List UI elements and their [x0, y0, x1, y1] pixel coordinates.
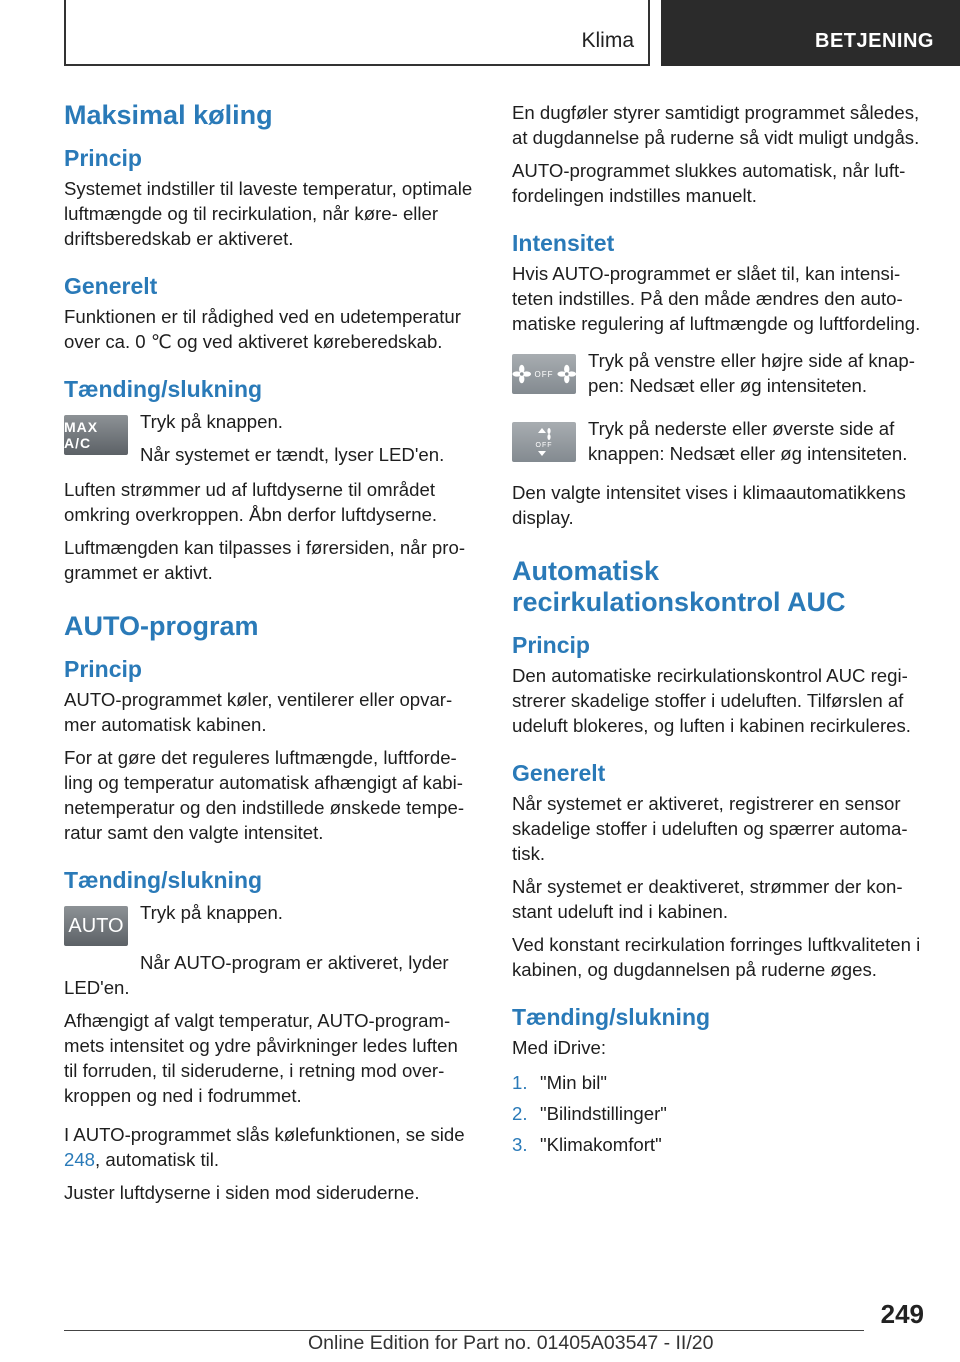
auto-instruction: [64, 900, 476, 946]
button-instruction-text: [140, 409, 444, 467]
paragraph: Afhængigt af valgt temperatur, AUTO-programmets intensitet og ydre påvirkninger ledes luften til forruden, til sideruderne, i retning mod overkroppen og ned i fodrummet.: [64, 1010, 458, 1106]
list-number: 2.: [512, 1103, 528, 1124]
footer-divider: [64, 1330, 864, 1331]
heading-auc: Automatisk recirkulationskontrol AUC: [512, 556, 846, 617]
list-text: "Klimakomfort": [540, 1134, 662, 1155]
header-chapter-title: BETJENING: [815, 30, 934, 52]
auto-led-text: Når AUTO-program er aktiveret, lyder LED'en.: [64, 952, 449, 998]
paragraph: AUTO-programmet slukkes automatisk, når luftfordelingen indstilles manuelt.: [512, 160, 906, 206]
list-item: [512, 1132, 924, 1157]
heading-auto-program: AUTO-program: [64, 611, 259, 641]
paragraph: Når systemet er aktiveret, registrerer en sensor skadelige stoffer i udeluften og spærrer automatisk.: [512, 793, 908, 864]
fan-up-icon: [535, 427, 553, 441]
paragraph: For at gøre det reguleres luftmængde, luftfordeling og temperatur automatisk afhængigt af kabinetemperatur og den indstillede ønskede temperatur samt den valgte intensitet.: [64, 747, 465, 843]
heading-intensitet: Intensitet: [512, 230, 615, 256]
max-ac-instruction: [64, 409, 476, 467]
fan-instruction: [512, 348, 924, 398]
paragraph: Ved konstant recirkulation forringes luftkvaliteten i kabinen, og dugdannelsen på ruderne øges.: [512, 934, 921, 980]
heading-maksimal-koling: Maksimal køling: [64, 100, 273, 130]
chevron-down-icon: [535, 450, 553, 458]
updown-button-icon: [512, 422, 576, 462]
text-segment: , automatisk til.: [95, 1149, 220, 1170]
paragraph: Juster luftdyserne i siden mod sideruderne.: [64, 1182, 420, 1203]
paragraph: Den valgte intensitet vises i klimaautomatikkens display.: [512, 482, 906, 528]
heading-taending-slukning: Tænding/slukning: [64, 867, 263, 893]
paragraph: En dugføler styrer samtidigt programmet således, at dugdannelse på ruderne så vidt muligt undgås.: [512, 102, 920, 148]
off-label: OFF: [535, 441, 553, 449]
paragraph: Luftmængden kan tilpasses i førersiden, når programmet er aktivt.: [64, 537, 466, 583]
fan-icon: [512, 363, 532, 385]
list-text: "Min bil": [540, 1072, 607, 1093]
off-label: OFF: [534, 369, 554, 379]
paragraph: Hvis AUTO-programmet er slået til, kan intensiteten indstilles. På den måde ændres den automatiske regulering af luftmængde og luftfordeling.: [512, 263, 921, 334]
header-section-title: Klima: [581, 29, 634, 52]
right-column: [512, 100, 924, 1157]
auto-button-icon: AUTO: [64, 906, 128, 946]
heading-princip: Princip: [64, 656, 142, 682]
heading-princip: Princip: [512, 632, 590, 658]
paragraph: AUTO-programmet køler, ventilerer eller opvarmer automatisk kabinen.: [64, 689, 453, 735]
page-number: 249: [880, 1299, 924, 1329]
paragraph: Med iDrive:: [512, 1037, 607, 1058]
button-instruction-text: [588, 416, 924, 466]
button-instruction-text: [588, 348, 924, 398]
header-chapter-box: [661, 0, 960, 66]
paragraph: Tryk på knappen.: [140, 411, 283, 432]
paragraph: [64, 1122, 476, 1172]
paragraph: Tryk på nederste eller øverste side af knappen: Nedsæt eller øg intensiteten.: [588, 418, 908, 464]
paragraph: Når systemet er tændt, lyser LED'en.: [140, 444, 445, 465]
left-column: [64, 100, 476, 1205]
heading-taending-slukning: Tænding/slukning: [64, 376, 263, 402]
list-text: "Bilindstillinger": [540, 1103, 667, 1124]
header-section-box: [64, 0, 650, 66]
paragraph: Funktionen er til rådighed ved en udetemperatur over ca. 0 ℃ og ved aktiveret køreberedskab.: [64, 306, 461, 352]
paragraph: Den automatiske recirkulationskontrol AUC registrerer skadelige stoffer i udeluften. Tilførslen af udeluft blokeres, og luften i kabinen recirkuleres.: [512, 665, 911, 736]
heading-generelt: Generelt: [512, 760, 606, 786]
list-item: [512, 1101, 924, 1126]
list-number: 1.: [512, 1072, 528, 1093]
heading-generelt: Generelt: [64, 273, 158, 299]
fan-icon: [557, 363, 577, 385]
updown-instruction: [512, 416, 924, 466]
page-link-248[interactable]: 248: [64, 1149, 96, 1170]
text-segment: I AUTO-programmet slås kølefunktionen, se side: [64, 1124, 465, 1145]
paragraph: Systemet indstiller til laveste temperatur, optimale luftmængde og til recirkulation, når køre- eller driftsberedskab er aktiveret.: [64, 178, 473, 249]
paragraph: Luften strømmer ud af luftdyserne til området omkring overkroppen. Åbn derfor luftdyserne.: [64, 479, 438, 525]
heading-princip: Princip: [64, 145, 142, 171]
button-instruction-text: [140, 900, 283, 946]
paragraph: Tryk på venstre eller højre side af knappen: Nedsæt eller øg intensiteten.: [588, 350, 915, 396]
fan-button-icon: [512, 354, 576, 394]
list-number: 3.: [512, 1134, 528, 1155]
list-item: [512, 1070, 924, 1095]
steps-list: [512, 1070, 924, 1157]
max-ac-button-icon: MAX A/C: [64, 415, 128, 455]
edition-text: Online Edition for Part no. 01405A03547 - II/20: [308, 1332, 714, 1354]
paragraph: [64, 950, 476, 1000]
heading-taending-slukning: Tænding/slukning: [512, 1004, 711, 1030]
paragraph: Når systemet er deaktiveret, strømmer der konstant udeluft ind i kabinen.: [512, 876, 903, 922]
paragraph: Tryk på knappen.: [140, 902, 283, 923]
